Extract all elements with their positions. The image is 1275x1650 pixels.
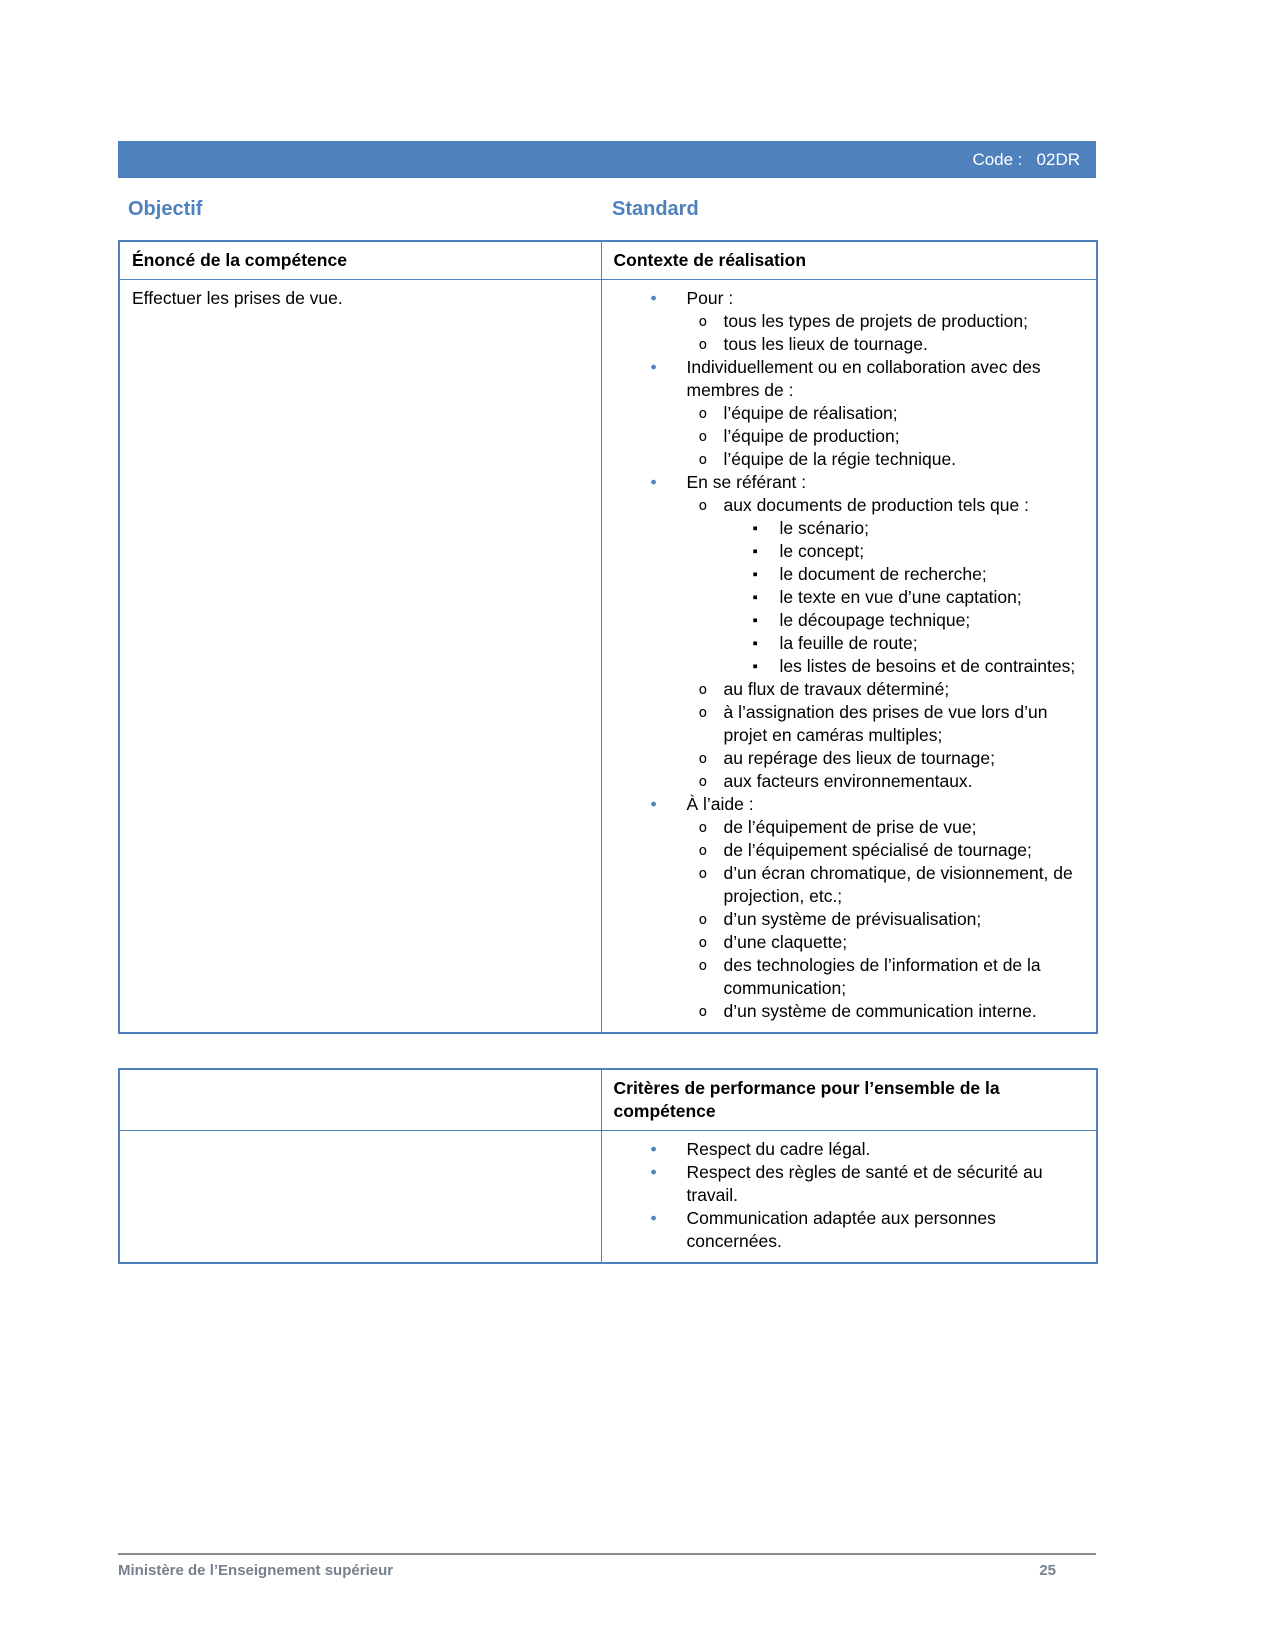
code-header-bar	[118, 141, 1096, 178]
list-item	[699, 425, 1083, 448]
list-item	[699, 701, 1083, 747]
enonce-body-cell	[119, 280, 601, 1034]
list-item	[699, 931, 1083, 954]
list-item-text: tous les lieux de tournage.	[723, 334, 928, 354]
list-item	[753, 609, 1083, 632]
bullet-list-level-1	[616, 287, 1083, 1023]
list-item	[651, 356, 1083, 471]
disc-bullet-icon: •	[650, 357, 657, 377]
list-item	[753, 655, 1083, 678]
circle-bullet-icon: o	[698, 314, 708, 330]
list-item	[753, 632, 1083, 655]
list-item-text: le concept;	[779, 541, 865, 561]
list-item	[699, 816, 1083, 839]
list-item	[699, 954, 1083, 1000]
list-item-text: le scénario;	[779, 518, 869, 538]
competence-statement: Effectuer les prises de vue.	[132, 288, 343, 308]
square-bullet-icon: ▪	[752, 566, 758, 583]
list-item-text: d’un système de communication interne.	[723, 1001, 1037, 1021]
list-item	[651, 1138, 1083, 1161]
standard-heading: Standard	[612, 198, 699, 220]
objectif-heading: Objectif	[128, 198, 203, 220]
list-item-text: l’équipe de réalisation;	[723, 403, 898, 423]
list-item-text: À l’aide :	[686, 794, 754, 814]
bullet-list-level-3	[724, 517, 1083, 678]
square-bullet-icon: ▪	[752, 612, 758, 629]
list-item-text: Respect du cadre légal.	[686, 1139, 871, 1159]
list-item-text: Individuellement ou en collaboration avec des membres de :	[686, 357, 1041, 400]
criteres-header-cell: Critères de performance pour l’ensemble de la compétence	[601, 1069, 1097, 1131]
list-item	[651, 793, 1083, 1023]
list-item-text: aux documents de production tels que :	[723, 495, 1029, 515]
list-item-text: l’équipe de production;	[723, 426, 900, 446]
list-item-text: le découpage technique;	[779, 610, 971, 630]
circle-bullet-icon: o	[698, 337, 708, 353]
list-item	[753, 540, 1083, 563]
square-bullet-icon: ▪	[752, 589, 758, 606]
list-item	[753, 563, 1083, 586]
square-bullet-icon: ▪	[752, 658, 758, 675]
list-item	[651, 287, 1083, 356]
list-item	[699, 747, 1083, 770]
list-item	[699, 448, 1083, 471]
bullet-list-level-2	[687, 494, 1083, 793]
list-item-text: l’équipe de la régie technique.	[723, 449, 957, 469]
criteres-body-empty-cell	[119, 1131, 601, 1264]
bullet-list-level-2	[687, 816, 1083, 1023]
list-item	[699, 770, 1083, 793]
list-item	[753, 517, 1083, 540]
footer-divider	[118, 1553, 1096, 1555]
disc-bullet-icon: •	[650, 472, 657, 492]
contexte-header-cell: Contexte de réalisation	[601, 241, 1097, 280]
list-item-text: Respect des règles de santé et de sécurité au travail.	[686, 1162, 1043, 1205]
circle-bullet-icon: o	[698, 820, 708, 836]
list-item	[651, 471, 1083, 793]
disc-bullet-icon: •	[650, 1139, 657, 1159]
criteres-header-empty-cell	[119, 1069, 601, 1131]
list-item-text: le texte en vue d’une captation;	[779, 587, 1022, 607]
enonce-header-cell: Énoncé de la compétence	[119, 241, 601, 280]
competence-table	[118, 240, 1098, 1034]
circle-bullet-icon: o	[698, 705, 708, 721]
list-item	[699, 333, 1083, 356]
square-bullet-icon: ▪	[752, 520, 758, 537]
circle-bullet-icon: o	[698, 843, 708, 859]
list-item-text: d’un écran chromatique, de visionnement, de projection, etc.;	[723, 863, 1073, 906]
circle-bullet-icon: o	[698, 912, 708, 928]
disc-bullet-icon: •	[650, 1208, 657, 1228]
criteres-body-cell	[601, 1131, 1097, 1264]
list-item-text: de l’équipement de prise de vue;	[723, 817, 977, 837]
list-item	[699, 839, 1083, 862]
list-item-text: En se référant :	[686, 472, 807, 492]
bullet-list-level-2	[687, 402, 1083, 471]
section-headings	[118, 196, 1096, 224]
list-item-text: au repérage des lieux de tournage;	[723, 748, 995, 768]
list-item	[699, 402, 1083, 425]
list-item-text: de l’équipement spécialisé de tournage;	[723, 840, 1032, 860]
list-item-text: aux facteurs environnementaux.	[723, 771, 973, 791]
list-item	[699, 678, 1083, 701]
square-bullet-icon: ▪	[752, 635, 758, 652]
disc-bullet-icon: •	[650, 288, 657, 308]
list-item	[699, 908, 1083, 931]
circle-bullet-icon: o	[698, 958, 708, 974]
bullet-list-level-2	[687, 310, 1083, 356]
list-item-text: tous les types de projets de production;	[723, 311, 1028, 331]
list-item	[699, 310, 1083, 333]
list-item-text: la feuille de route;	[779, 633, 918, 653]
list-item	[753, 586, 1083, 609]
list-item	[699, 862, 1083, 908]
bullet-list-level-1	[616, 1138, 1083, 1253]
criteres-table	[118, 1068, 1098, 1264]
criteria-list	[616, 1138, 1083, 1253]
context-list	[616, 287, 1083, 1023]
circle-bullet-icon: o	[698, 866, 708, 882]
circle-bullet-icon: o	[698, 774, 708, 790]
list-item	[699, 1000, 1083, 1023]
list-item-text: Pour :	[686, 288, 734, 308]
circle-bullet-icon: o	[698, 1004, 708, 1020]
circle-bullet-icon: o	[698, 935, 708, 951]
list-item	[699, 494, 1083, 678]
code-label: Code :	[972, 150, 1023, 169]
square-bullet-icon: ▪	[752, 543, 758, 560]
list-item	[651, 1207, 1083, 1253]
list-item-text: Communication adaptée aux personnes concernées.	[686, 1208, 996, 1251]
circle-bullet-icon: o	[698, 682, 708, 698]
circle-bullet-icon: o	[698, 429, 708, 445]
disc-bullet-icon: •	[650, 794, 657, 814]
list-item-text: d’une claquette;	[723, 932, 848, 952]
circle-bullet-icon: o	[698, 452, 708, 468]
circle-bullet-icon: o	[698, 498, 708, 514]
list-item-text: à l’assignation des prises de vue lors d’un projet en caméras multiples;	[723, 702, 1048, 745]
circle-bullet-icon: o	[698, 406, 708, 422]
list-item-text: le document de recherche;	[779, 564, 987, 584]
code-value: 02DR	[1036, 150, 1080, 169]
list-item-text: les listes de besoins et de contraintes;	[779, 656, 1076, 676]
list-item-text: des technologies de l’information et de la communication;	[723, 955, 1041, 998]
page-footer	[118, 1561, 1096, 1581]
list-item	[651, 1161, 1083, 1207]
circle-bullet-icon: o	[698, 751, 708, 767]
list-item-text: d’un système de prévisualisation;	[723, 909, 982, 929]
footer-ministry: Ministère de l’Enseignement supérieur	[118, 1562, 394, 1579]
disc-bullet-icon: •	[650, 1162, 657, 1182]
contexte-body-cell	[601, 280, 1097, 1034]
list-item-text: au flux de travaux déterminé;	[723, 679, 950, 699]
page-number: 25	[1039, 1562, 1056, 1579]
